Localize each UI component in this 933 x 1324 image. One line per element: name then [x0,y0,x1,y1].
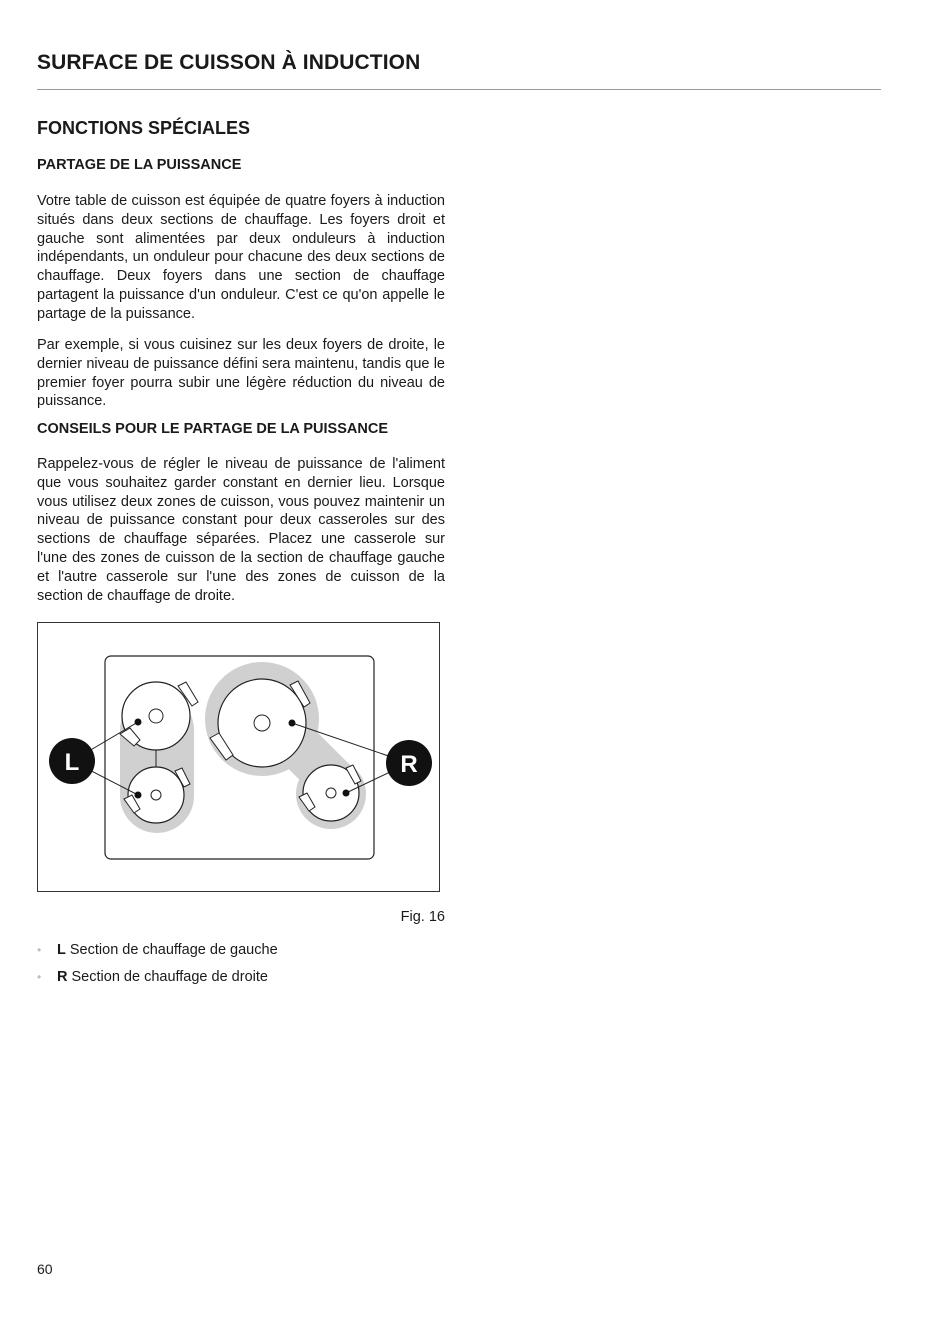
page-header-title: SURFACE DE CUISSON À INDUCTION [37,51,421,74]
legend-key: R [57,969,68,985]
power-sharing-paragraph-1: Votre table de cuisson est équipée de quatre foyers à induction situés dans deux sections de chauffage. Les foyers droit et gauche sont alimentées par deux onduleurs à induction indépendants, un onduleur pour chacune des deux sections de chauffage. Deux foyers dans une section de chauffage partagent la puissance d'un onduleur. C'est ce qu'on appelle le partage de la puissance. [37,193,445,322]
bullet-icon: • [37,943,42,957]
legend-text: Section de chauffage de gauche [69,942,278,958]
tips-paragraph: Rappelez-vous de régler le niveau de puissance de l'aliment que vous souhaitez garder constant en dernier lieu. Lorsque vous utilisez deux zones de cuisson, vous pouvez maintenir un niveau de puissance constant pour deux casseroles sur des sections de chauffage séparées. Placez une casserole sur l'une des zones de cuisson de la section de chauffage gauche et l'autre casserole sur l'une des zones de cuisson de la section de chauffage de droite. [37,456,445,604]
right-top-zone-center [254,715,270,731]
legend-item-right [37,967,278,994]
legend-list [37,940,278,994]
section-title: FONCTIONS SPÉCIALES [37,118,251,138]
label-r-text: R [400,751,418,778]
left-bottom-zone-center [151,790,161,800]
cooktop-figure [37,622,440,892]
left-top-zone-center [149,709,163,723]
label-l-text: L [64,749,80,776]
page-number: 60 [37,1261,53,1277]
legend-text: Section de chauffage de droite [71,969,268,985]
pointer-dot-l-bottom [135,792,142,799]
header-divider [37,89,881,90]
figure-caption: Fig. 16 [400,909,445,925]
legend-item-left [37,940,278,967]
tips-heading: CONSEILS POUR LE PARTAGE DE LA PUISSANCE [37,421,388,437]
power-sharing-paragraph-2: Par exemple, si vous cuisinez sur les deux foyers de droite, le dernier niveau de puissance défini sera maintenu, tandis que le premier foyer pourra subir une légère réduction du niveau de puissance. [37,337,445,410]
pointer-dot-l-top [135,719,142,726]
pointer-dot-r-top [289,720,296,727]
cooktop-diagram [38,623,441,893]
legend-key: L [57,942,66,958]
power-sharing-heading: PARTAGE DE LA PUISSANCE [37,157,242,173]
bullet-icon: • [37,970,42,984]
pointer-dot-r-bottom [343,790,350,797]
right-bottom-zone-center [326,788,336,798]
